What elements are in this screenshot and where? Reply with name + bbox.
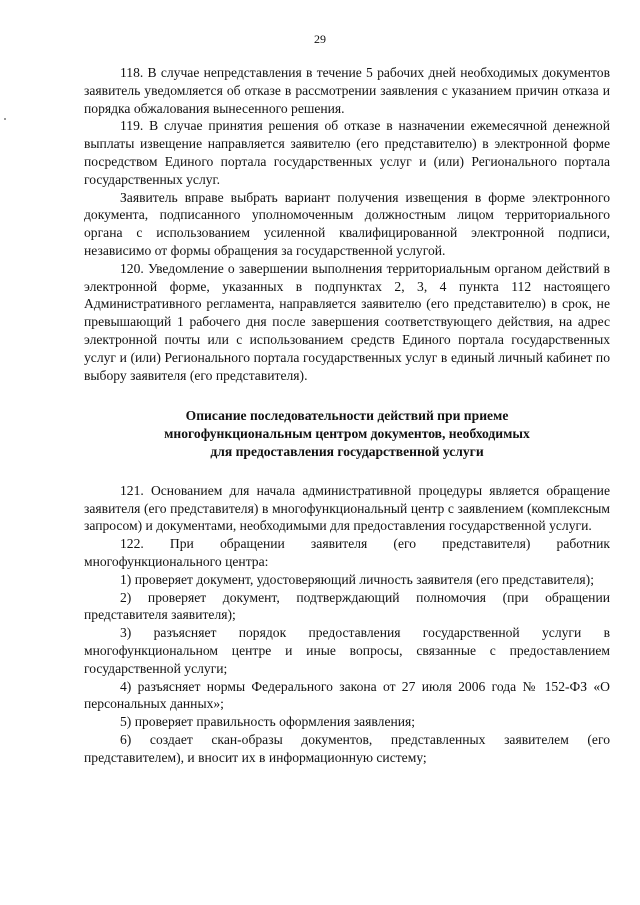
- list-item-5: 5) проверяет правильность оформления заявления;: [120, 714, 416, 730]
- document-body: [84, 64, 610, 766]
- section-heading-line-2: многофункциональным центром документов, необходимых: [164, 426, 530, 442]
- list-item-1: 1) проверяет документ, удостоверяющий личность заявителя (его представителя);: [120, 571, 594, 587]
- paragraph-119: 119. В случае принятия решения об отказе в назначении ежемесячной денежной выплаты извещение направляется заявителю (его представителю) в электронной форме посредством Единого портала государственных услуг и (или) Регионального портала государственных услуг.: [84, 118, 610, 187]
- list-item-4: 4) разъясняет нормы Федерального закона от 27 июля 2006 года № 152-ФЗ «О персональных данных»;: [84, 678, 610, 712]
- paragraph-122: 122. При обращении заявителя (его представителя) работник многофункционального центра:: [84, 536, 610, 569]
- section-heading: [84, 407, 610, 460]
- paragraph-119-continuation: Заявитель вправе выбрать вариант получения извещения в форме электронного документа, подписанного уполномоченным должностным лицом территориального органа с использованием усиленной квалифицированной электронной подписи, независимо от формы обращения за государственной услугой.: [84, 189, 610, 258]
- list-item-6: 6) создает скан-образы документов, представленных заявителем (его представителем), и вносит их в информационную систему;: [84, 731, 610, 765]
- page-number: 29: [314, 32, 326, 46]
- list-item-2: 2) проверяет документ, подтверждающий полномочия (при обращении представителя заявителя);: [84, 589, 610, 623]
- paragraph-118: 118. В случае непредставления в течение 5 рабочих дней необходимых документов заявитель уведомляется об отказе в рассмотрении заявления с указанием причин отказа и порядка обжалования вынесенного решения.: [84, 65, 610, 116]
- paragraph-120: 120. Уведомление о завершении выполнения территориальным органом действий в электронной форме, указанных в подпунктах 2, 3, 4 пункта 112 настоящего Административного регламента, направляется заявителю (его представителю) в срок, не превышающий 1 рабочего дня после завершения соответствующего действия, на адрес электронной почты или с использованием средств Единого портала государственных услуг и (или) Регионального портала государственных услуг в единый личный кабинет по выбору заявителя (его представителя).: [84, 260, 610, 383]
- section-heading-line-3: для предоставления государственной услуги: [210, 443, 484, 459]
- paragraph-121: 121. Основанием для начала административной процедуры является обращение заявителя (его представителя) в многофункциональный центр с заявлением (комплексным запросом) и документами, необходимыми для предоставления государственной услуги.: [84, 482, 610, 534]
- section-heading-line-1: Описание последовательности действий при приеме: [185, 408, 509, 424]
- list-item-3: 3) разъясняет порядок предоставления государственной услуги в многофункциональном центре и иные вопросы, связанные с предоставлением государственной услуги;: [84, 625, 610, 676]
- scan-margin-mark: [4, 118, 6, 120]
